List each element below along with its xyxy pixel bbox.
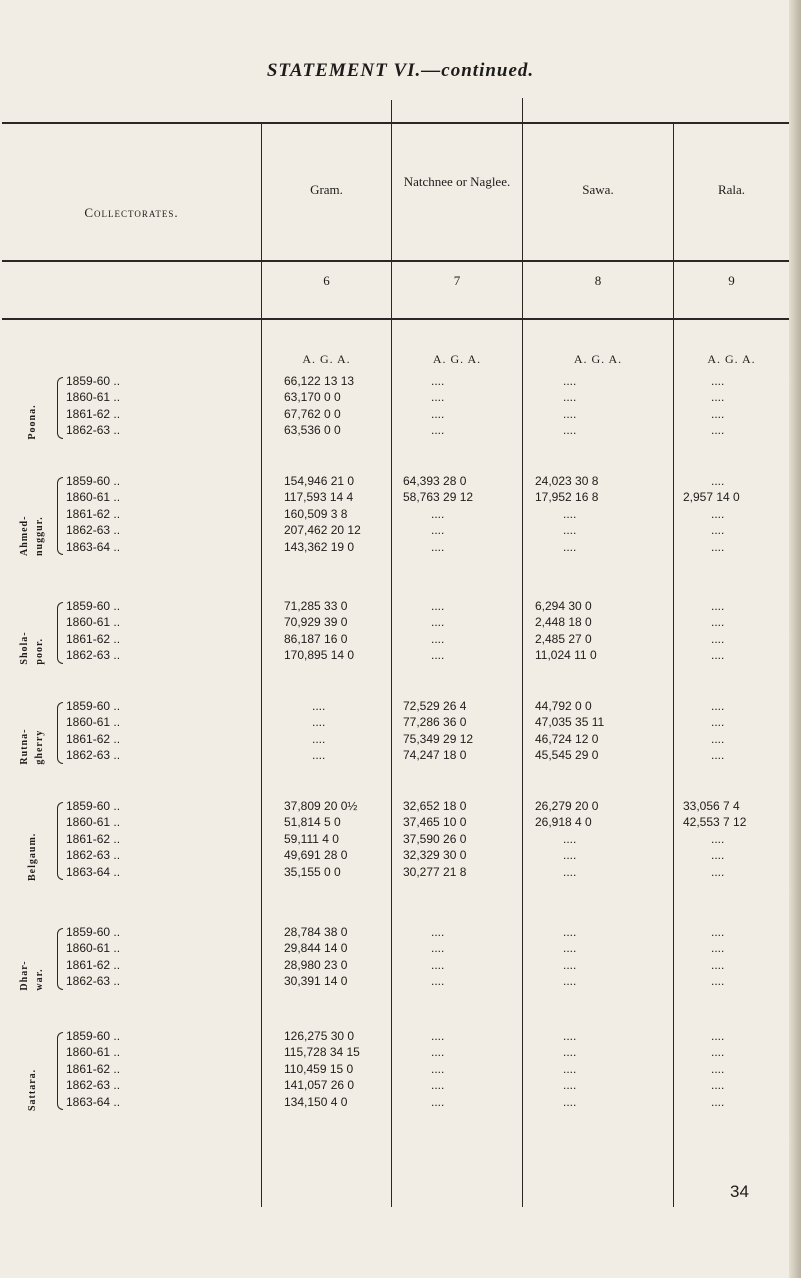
collectorate-group [0, 599, 801, 665]
table-cell: 141,057 26 0 [284, 1078, 355, 1093]
table-cell: 26,279 20 0 [535, 799, 599, 813]
table-cell: .... [431, 941, 445, 956]
table-cell: .... [711, 974, 725, 989]
table-cell: .... [431, 406, 445, 421]
table-cell: 70,929 39 0 [284, 615, 348, 630]
table-cell: .... [431, 615, 445, 630]
table-cell: .... [431, 599, 445, 613]
table-cell: .... [711, 390, 725, 405]
table-cell: 37,465 10 0 [403, 815, 467, 830]
table-cell: 28,980 23 0 [284, 957, 348, 972]
table-cell: .... [563, 406, 577, 421]
table-cell: 154,946 21 0 [284, 474, 355, 488]
year-label: 1861-62 .. [66, 631, 121, 646]
collectorate-label-part: Belgaum. [26, 832, 38, 881]
table-cell: .... [312, 748, 326, 763]
column-number: 6 [323, 273, 330, 288]
table-cell: 67,762 0 0 [284, 406, 341, 421]
table-cell: .... [563, 1078, 577, 1093]
table-cell: 63,170 0 0 [284, 390, 341, 405]
table-cell: .... [563, 423, 577, 438]
collectorate-group [0, 474, 801, 556]
table-cell: .... [312, 699, 326, 713]
table-cell: 45,545 29 0 [535, 748, 599, 763]
table-cell: 28,784 38 0 [284, 925, 348, 939]
column-unit: A. G. A. [302, 352, 351, 366]
table-cell: .... [711, 523, 725, 538]
table-cell: .... [711, 374, 725, 388]
collectorate-label [10, 925, 54, 991]
table-cell: 32,652 18 0 [403, 799, 467, 813]
table-cell: .... [711, 941, 725, 956]
table-cell: .... [711, 1061, 725, 1076]
group-brace [57, 1032, 63, 1110]
table-cell: .... [431, 1094, 445, 1109]
table-cell: .... [711, 406, 725, 421]
collectorate-label-part: Shola- [19, 631, 30, 665]
table-cell: 115,728 34 15 [284, 1045, 360, 1060]
year-label: 1859-60 .. [66, 925, 121, 939]
table-cell: .... [563, 974, 577, 989]
table-cell: .... [431, 1029, 445, 1043]
column-header: Gram. [310, 182, 343, 197]
table-cell: 71,285 33 0 [284, 599, 348, 613]
year-label: 1861-62 .. [66, 731, 121, 746]
year-label: 1862-63 .. [66, 523, 121, 538]
table-cell: .... [563, 390, 577, 405]
table-cell: .... [563, 957, 577, 972]
table-cell: 2,957 14 0 [683, 490, 740, 505]
table-cell: .... [711, 631, 725, 646]
table-cell: .... [431, 974, 445, 989]
table-cell: 72,529 26 4 [403, 699, 467, 713]
year-label: 1863-64 .. [66, 539, 121, 554]
collectorate-label-part: Ahmed- [19, 515, 30, 556]
table-cell: 35,155 0 0 [284, 864, 341, 879]
table-cell: 24,023 30 8 [535, 474, 599, 488]
table-cell: .... [711, 474, 725, 488]
table-cell: .... [711, 615, 725, 630]
collectorate-label-part: nuggur. [34, 516, 45, 556]
table-cell: 160,509 3 8 [284, 506, 348, 521]
collectorate-label [10, 599, 54, 665]
table-cell: 66,122 13 13 [284, 374, 355, 388]
table-cell: 30,277 21 8 [403, 864, 467, 879]
year-label: 1861-62 .. [66, 831, 121, 846]
table-cell: 2,485 27 0 [535, 631, 592, 646]
table-cell: .... [431, 506, 445, 521]
page-edge [789, 0, 801, 1278]
column-unit: A. G. A. [707, 352, 756, 366]
table-cell: .... [711, 1078, 725, 1093]
table-cell: .... [711, 1045, 725, 1060]
table-cell: 58,763 29 12 [403, 490, 474, 505]
table-cell: .... [711, 831, 725, 846]
year-label: 1860-61 .. [66, 815, 121, 830]
table-cell: .... [563, 1061, 577, 1076]
column-header: Sawa. [582, 182, 614, 197]
table-cell: 46,724 12 0 [535, 731, 599, 746]
collectorate-label [10, 1029, 54, 1111]
collectorate-group [0, 925, 801, 991]
column-unit: A. G. A. [432, 352, 482, 366]
table-cell: 47,035 35 11 [535, 715, 605, 730]
table-cell: .... [563, 506, 577, 521]
table-cell: 75,349 29 12 [403, 731, 474, 746]
table-cell: .... [563, 831, 577, 846]
table-cell: 51,814 5 0 [284, 815, 341, 830]
year-label: 1862-63 .. [66, 974, 121, 989]
table-cell: .... [431, 1078, 445, 1093]
table-cell: .... [711, 848, 725, 863]
table-cell: .... [711, 925, 725, 939]
column-number: 7 [453, 273, 461, 288]
year-label: 1860-61 .. [66, 490, 121, 505]
year-label: 1862-63 .. [66, 423, 121, 438]
collectorate-label [10, 799, 54, 881]
year-label: 1860-61 .. [66, 390, 121, 405]
table-cell: .... [431, 423, 445, 438]
table-cell: .... [711, 1029, 725, 1043]
table-cell: 6,294 30 0 [535, 599, 592, 613]
table-cell: .... [711, 864, 725, 879]
year-label: 1859-60 .. [66, 474, 121, 488]
year-label: 1861-62 .. [66, 957, 121, 972]
collectorate-label [10, 374, 54, 440]
column-number: 9 [728, 273, 735, 288]
year-label: 1862-63 .. [66, 1078, 121, 1093]
table-cell: .... [563, 941, 577, 956]
table-cell: .... [431, 1061, 445, 1076]
collectorate-label [10, 474, 54, 556]
collectorate-label-part: Dhar- [19, 960, 30, 991]
table-cell: .... [563, 523, 577, 538]
year-label: 1859-60 .. [66, 599, 121, 613]
table-cell: 30,391 14 0 [284, 974, 348, 989]
table-top-rule [2, 122, 789, 124]
table-cell: 32,329 30 0 [403, 848, 467, 863]
table-cell: .... [431, 925, 445, 939]
collectorate-label-part: Rutna- [19, 728, 30, 765]
page-title: STATEMENT VI.—continued. [266, 60, 535, 81]
table-cell: 29,844 14 0 [284, 941, 348, 956]
collectorate-group [0, 699, 801, 765]
year-label: 1862-63 .. [66, 648, 121, 663]
group-brace [57, 702, 63, 764]
table-cell: 110,459 15 0 [284, 1061, 354, 1076]
table-cell: 86,187 16 0 [284, 631, 348, 646]
year-label: 1863-64 .. [66, 1094, 121, 1109]
year-label: 1862-63 .. [66, 848, 121, 863]
table-cell: 59,111 4 0 [284, 831, 339, 846]
table-cell: 117,593 14 4 [284, 490, 354, 505]
table-cell: 143,362 19 0 [284, 539, 355, 554]
table-cell: .... [431, 648, 445, 663]
table-cell: .... [711, 648, 725, 663]
group-brace [57, 802, 63, 880]
year-label: 1861-62 .. [66, 506, 121, 521]
table-cell: .... [711, 699, 725, 713]
table-cell: 26,918 4 0 [535, 815, 592, 830]
collectorate-label-part: gherry [34, 729, 45, 765]
table-cell: .... [711, 506, 725, 521]
table-cell: .... [711, 539, 725, 554]
table-cell: 63,536 0 0 [284, 423, 341, 438]
table-cell: .... [431, 1045, 445, 1060]
table-cell: 42,553 7 12 [683, 815, 747, 830]
column-unit: A. G. A. [573, 352, 623, 366]
table-cell: 33,056 7 4 [683, 799, 740, 813]
table-cell: .... [312, 715, 326, 730]
header-bottom-rule [2, 260, 789, 262]
group-brace [57, 928, 63, 990]
number-row-rule [2, 318, 789, 320]
collectorate-group [0, 799, 801, 881]
table-cell: 37,809 20 0½ [284, 799, 358, 813]
table-cell: .... [563, 539, 577, 554]
collectorate-label-part: war. [34, 968, 45, 991]
year-label: 1863-64 .. [66, 864, 121, 879]
table-cell: .... [431, 631, 445, 646]
year-label: 1859-60 .. [66, 374, 121, 388]
table-cell: .... [711, 731, 725, 746]
collectorate-label [10, 699, 54, 765]
collectorate-label-part: poor. [34, 638, 45, 665]
collectorate-label-part: Sattara. [26, 1068, 38, 1111]
table-cell: 2,448 18 0 [535, 615, 592, 630]
collectorate-label-part: Poona. [26, 404, 38, 440]
table-cell: 17,952 16 8 [535, 490, 599, 505]
table-cell: .... [711, 599, 725, 613]
year-label: 1859-60 .. [66, 799, 121, 813]
collectorate-group [0, 1029, 801, 1111]
table-cell: .... [563, 864, 577, 879]
table-cell: .... [711, 1094, 725, 1109]
table-cell: 126,275 30 0 [284, 1029, 355, 1043]
table-cell: .... [431, 957, 445, 972]
group-brace [57, 477, 63, 555]
column-number: 8 [594, 273, 602, 288]
table-cell: .... [711, 957, 725, 972]
table-cell: 44,792 0 0 [535, 699, 592, 713]
group-brace [57, 377, 63, 439]
table-cell: 170,895 14 0 [284, 648, 355, 663]
table-cell: .... [563, 848, 577, 863]
table-cell: 64,393 28 0 [403, 474, 467, 488]
table-cell: 11,024 11 0 [535, 648, 597, 663]
table-cell: .... [563, 1094, 577, 1109]
column-header: Rala. [717, 182, 746, 197]
table-cell: .... [431, 374, 445, 388]
table-cell: 74,247 18 0 [403, 748, 467, 763]
year-label: 1860-61 .. [66, 941, 121, 956]
table-cell: .... [431, 390, 445, 405]
table-cell: .... [431, 523, 445, 538]
table-cell: 49,691 28 0 [284, 848, 348, 863]
table-cell: .... [711, 715, 725, 730]
table-cell: 134,150 4 0 [284, 1094, 348, 1109]
table-cell: .... [563, 1045, 577, 1060]
year-label: 1861-62 .. [66, 406, 121, 421]
table-cell: 37,590 26 0 [403, 831, 467, 846]
year-label: 1860-61 .. [66, 1045, 121, 1060]
table-cell: .... [711, 423, 725, 438]
year-label: 1860-61 .. [66, 615, 121, 630]
column-header: Natchnee or Naglee. [403, 174, 511, 189]
year-label: 1860-61 .. [66, 715, 121, 730]
table-cell: .... [431, 539, 445, 554]
table-cell: .... [563, 1029, 577, 1043]
table-cell: .... [563, 925, 577, 939]
year-label: 1861-62 .. [66, 1061, 121, 1076]
table-cell: 207,462 20 12 [284, 523, 361, 538]
group-brace [57, 602, 63, 664]
page-number: 34 [730, 1182, 749, 1201]
table-cell: .... [312, 731, 326, 746]
table-cell: 77,286 36 0 [403, 715, 467, 730]
year-label: 1859-60 .. [66, 699, 121, 713]
year-label: 1862-63 .. [66, 748, 121, 763]
collectorates-header: Collectorates. [84, 205, 179, 220]
year-label: 1859-60 .. [66, 1029, 121, 1043]
collectorate-group [0, 374, 801, 440]
table-cell: .... [563, 374, 577, 388]
table-cell: .... [711, 748, 725, 763]
